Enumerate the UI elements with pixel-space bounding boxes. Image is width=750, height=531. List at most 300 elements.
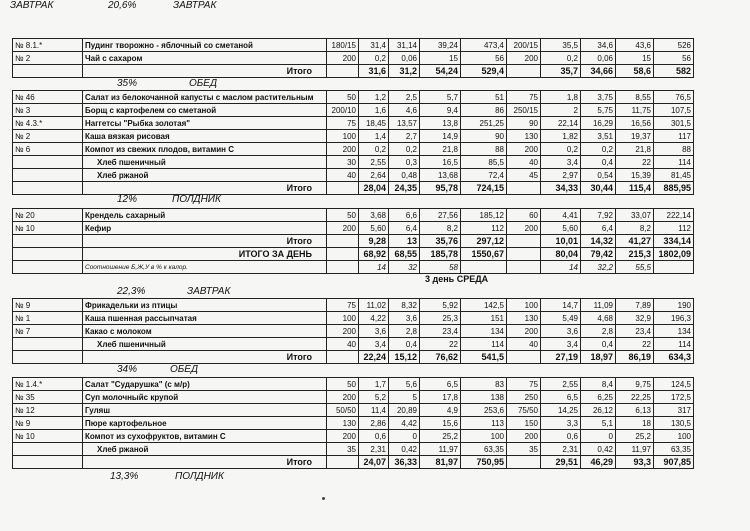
cell-code: № 9: [13, 417, 83, 430]
cell-value: 13,57: [389, 117, 420, 130]
cell-value: 19,37: [616, 130, 654, 143]
cell-value: 5,60: [541, 222, 581, 235]
cell-value: 17,8: [420, 391, 461, 404]
cell-value: 3,75: [581, 91, 616, 104]
cell-value: 13,68: [420, 169, 461, 182]
cell-value: 28,04: [359, 182, 389, 195]
cell-value: 25,3: [420, 312, 461, 325]
cell-value: 130: [507, 130, 541, 143]
cell-value: 72,4: [461, 169, 507, 182]
table-row: [13, 378, 694, 391]
cell-value: 117: [654, 130, 694, 143]
cell-value: 11,97: [420, 443, 461, 456]
cell-code: № 20: [13, 209, 83, 222]
cell-value: 100: [507, 299, 541, 312]
cell-value: 81,97: [420, 456, 461, 469]
cell-value: 1802,09: [654, 248, 694, 261]
cell-value: 185,78: [420, 248, 461, 261]
cell-value: [507, 261, 541, 274]
cell-value: 0,6: [359, 430, 389, 443]
cell-value: 40: [507, 156, 541, 169]
cell-value: 885,95: [654, 182, 694, 195]
cell-dish: Наггетсы "Рыбка золотая": [83, 117, 327, 130]
cell-value: 34,6: [581, 39, 616, 52]
cell-value: 634,3: [654, 351, 694, 364]
cell-value: 114: [654, 338, 694, 351]
cell-value: 0: [389, 430, 420, 443]
cell-value: 0,2: [541, 52, 581, 65]
cell-value: 18,45: [359, 117, 389, 130]
cell-value: [461, 261, 507, 274]
cell-value: 4,42: [389, 417, 420, 430]
cell-code: № 12: [13, 404, 83, 417]
cell-value: 63,35: [654, 443, 694, 456]
cell-value: 50: [327, 209, 359, 222]
cell-value: 215,3: [616, 248, 654, 261]
cell-value: 0,2: [359, 52, 389, 65]
cell-value: 76,5: [654, 91, 694, 104]
cell-value: 3,6: [541, 325, 581, 338]
cell-value: 6,6: [389, 209, 420, 222]
cell-value: 33,07: [616, 209, 654, 222]
section-meal: ЗАВТРАК: [187, 286, 231, 297]
cell-value: 6,4: [389, 222, 420, 235]
section-percent: 22,3%: [117, 286, 146, 297]
table-row: [13, 104, 694, 117]
cell-value: 2,55: [359, 156, 389, 169]
table-row: [13, 338, 694, 351]
cell-dish: Чай с сахаром: [83, 52, 327, 65]
cell-value: 185,12: [461, 209, 507, 222]
cell-value: 3,6: [359, 325, 389, 338]
cell-value: 75: [507, 378, 541, 391]
cell-value: 50: [327, 91, 359, 104]
cell-value: 0,4: [389, 338, 420, 351]
cell-dish: Крендель сахарный: [83, 209, 327, 222]
cell-value: 40: [327, 338, 359, 351]
cell-value: 31,4: [359, 39, 389, 52]
cell-value: 3,4: [541, 338, 581, 351]
cell-value: 5,60: [359, 222, 389, 235]
stray-dot: [322, 497, 325, 500]
cell-value: 297,12: [461, 235, 507, 248]
cell-value: 222,14: [654, 209, 694, 222]
cell-value: 200: [507, 222, 541, 235]
cell-value: 75: [507, 91, 541, 104]
cell-value: [327, 235, 359, 248]
cell-value: 0,2: [359, 143, 389, 156]
cell-value: 2,31: [541, 443, 581, 456]
table-row: [13, 91, 694, 104]
cell-value: 582: [654, 65, 694, 78]
cell-dish: Кефир: [83, 222, 327, 235]
cell-dish: Компот из сухофруктов, витамин С: [83, 430, 327, 443]
cell-value: 1,6: [359, 104, 389, 117]
cell-value: 0,48: [389, 169, 420, 182]
cell-value: 85,5: [461, 156, 507, 169]
cell-value: 2,86: [359, 417, 389, 430]
cell-dish: Салат из белокочанной капусты с маслом растительным: [83, 91, 327, 104]
cell-value: 15: [616, 52, 654, 65]
cell-value: 8,2: [616, 222, 654, 235]
cell-value: 24,07: [359, 456, 389, 469]
cell-code: № 3: [13, 104, 83, 117]
cell-value: 32,2: [581, 261, 616, 274]
cell-value: 86,19: [616, 351, 654, 364]
cell-value: 35,76: [420, 235, 461, 248]
cell-code: № 7: [13, 325, 83, 338]
total-row: [13, 182, 694, 195]
cell-value: 3,6: [389, 312, 420, 325]
cell-value: 15: [420, 52, 461, 65]
cell-value: 11,75: [616, 104, 654, 117]
cell-value: 75: [327, 299, 359, 312]
cell-value: 30: [327, 156, 359, 169]
cell-value: 134: [654, 325, 694, 338]
cell-value: 250: [507, 391, 541, 404]
cell-value: 301,5: [654, 117, 694, 130]
cell-value: 81,45: [654, 169, 694, 182]
cell-dish: Итого: [83, 351, 327, 364]
cell-value: 0,06: [389, 52, 420, 65]
cell-value: 22,25: [616, 391, 654, 404]
cell-value: 11,4: [359, 404, 389, 417]
cell-value: 3,4: [359, 338, 389, 351]
table-row: [13, 52, 694, 65]
cell-value: 1,8: [541, 91, 581, 104]
cell-value: 75: [327, 117, 359, 130]
cell-value: 14,9: [420, 130, 461, 143]
cell-value: 2,31: [359, 443, 389, 456]
cell-value: 22,14: [541, 117, 581, 130]
cell-value: 40: [507, 338, 541, 351]
cell-value: 13,8: [420, 117, 461, 130]
cell-value: [327, 65, 359, 78]
cell-value: 200/10: [327, 104, 359, 117]
cell-code: [13, 456, 83, 469]
cell-dish: Итого: [83, 182, 327, 195]
cell-value: 2,7: [389, 130, 420, 143]
cell-dish: Хлеб пшеничный: [83, 156, 327, 169]
cell-value: 112: [654, 222, 694, 235]
cell-value: 23,4: [616, 325, 654, 338]
cell-value: 142,5: [461, 299, 507, 312]
cell-value: 34,66: [581, 65, 616, 78]
cell-value: [327, 351, 359, 364]
cell-value: 3,51: [581, 130, 616, 143]
cell-value: 5,1: [581, 417, 616, 430]
cell-code: [13, 235, 83, 248]
cell-value: 36,33: [389, 456, 420, 469]
cell-value: 16,56: [616, 117, 654, 130]
cell-value: 4,68: [581, 312, 616, 325]
cell-value: 529,4: [461, 65, 507, 78]
cell-value: 200: [327, 430, 359, 443]
cell-value: 5,49: [541, 312, 581, 325]
cell-value: 27,56: [420, 209, 461, 222]
cell-value: 100: [327, 130, 359, 143]
cell-value: 21,8: [616, 143, 654, 156]
cell-value: 10,01: [541, 235, 581, 248]
cell-value: 5,92: [420, 299, 461, 312]
cell-value: 114: [461, 338, 507, 351]
section-percent: 12%: [117, 194, 138, 205]
cell-dish: Каша вязкая рисовая: [83, 130, 327, 143]
cell-value: 31,6: [359, 65, 389, 78]
cell-dish: Итого: [83, 235, 327, 248]
cell-value: 9,4: [420, 104, 461, 117]
cell-value: 56: [654, 52, 694, 65]
cell-dish: Хлеб ржаной: [83, 169, 327, 182]
section-meal: ОБЕД: [189, 78, 217, 89]
cell-dish: Соотношение Б,Ж,У в % к калор.: [83, 261, 327, 274]
cell-code: № 1.4.*: [13, 378, 83, 391]
cell-value: 5,6: [389, 378, 420, 391]
table-row: [13, 209, 694, 222]
cell-value: 32: [389, 261, 420, 274]
cell-dish: Хлеб пшеничный: [83, 338, 327, 351]
cell-value: 80,04: [541, 248, 581, 261]
cell-value: 55,5: [616, 261, 654, 274]
table-lunch: [12, 90, 694, 195]
cell-value: 200: [327, 222, 359, 235]
cell-value: 15,12: [389, 351, 420, 364]
cell-value: 93,3: [616, 456, 654, 469]
cell-code: № 9: [13, 299, 83, 312]
cell-value: 253,6: [461, 404, 507, 417]
cell-value: 40: [327, 169, 359, 182]
cell-value: 15,39: [616, 169, 654, 182]
cell-value: 200/15: [507, 39, 541, 52]
cell-value: 9,28: [359, 235, 389, 248]
cell-value: [507, 351, 541, 364]
cell-value: 25,2: [420, 430, 461, 443]
cell-value: 3,68: [359, 209, 389, 222]
cell-value: 8,32: [389, 299, 420, 312]
table-lunch-day3: [12, 377, 694, 469]
cell-code: [13, 338, 83, 351]
cell-value: 8,55: [616, 91, 654, 104]
cell-value: 32,9: [616, 312, 654, 325]
cell-value: 0,42: [581, 443, 616, 456]
section-meal: ЗАВТРАК: [173, 0, 217, 11]
table-row: [13, 443, 694, 456]
cell-value: 31,2: [389, 65, 420, 78]
cell-value: 100: [654, 430, 694, 443]
cell-value: 6,5: [420, 378, 461, 391]
cell-value: 2,64: [359, 169, 389, 182]
cell-value: 200: [327, 143, 359, 156]
cell-value: 5,7: [420, 91, 461, 104]
cell-value: 18,97: [581, 351, 616, 364]
cell-value: 60: [507, 209, 541, 222]
cell-value: 724,15: [461, 182, 507, 195]
cell-value: 4,9: [420, 404, 461, 417]
cell-value: 196,3: [654, 312, 694, 325]
cell-value: 2,8: [389, 325, 420, 338]
cell-value: 14,7: [541, 299, 581, 312]
cell-value: [327, 182, 359, 195]
cell-value: [327, 248, 359, 261]
cell-value: [507, 65, 541, 78]
cell-dish: Каша пшенная рассыпчатая: [83, 312, 327, 325]
cell-value: 2,97: [541, 169, 581, 182]
table-row: [13, 39, 694, 52]
cell-dish: Пудинг творожно - яблочный со сметаной: [83, 39, 327, 52]
cell-value: 43,6: [616, 39, 654, 52]
cell-value: 0,2: [581, 143, 616, 156]
cell-value: 22,24: [359, 351, 389, 364]
cell-value: 79,42: [581, 248, 616, 261]
cell-value: 1,82: [541, 130, 581, 143]
cell-value: 22: [420, 338, 461, 351]
total-row: [13, 456, 694, 469]
cell-value: 86: [461, 104, 507, 117]
cell-value: 200: [507, 52, 541, 65]
cell-value: 16,5: [420, 156, 461, 169]
cell-value: 8,2: [420, 222, 461, 235]
table-row: [13, 130, 694, 143]
section-percent: 34%: [117, 364, 138, 375]
cell-value: 3,4: [541, 156, 581, 169]
cell-value: 46,29: [581, 456, 616, 469]
cell-value: 11,02: [359, 299, 389, 312]
cell-value: 14,25: [541, 404, 581, 417]
cell-dish: Салат "Сударушка" (с м/р): [83, 378, 327, 391]
cell-value: 34,33: [541, 182, 581, 195]
cell-value: 76,62: [420, 351, 461, 364]
section-percent: ЗАВТРАК: [10, 0, 54, 11]
table-row: [13, 117, 694, 130]
cell-value: 0,06: [581, 52, 616, 65]
cell-value: 4,22: [359, 312, 389, 325]
cell-value: 11,97: [616, 443, 654, 456]
cell-value: 130: [327, 417, 359, 430]
cell-value: 35,5: [541, 39, 581, 52]
cell-value: 112: [461, 222, 507, 235]
cell-value: 134: [461, 325, 507, 338]
total-row: [13, 351, 694, 364]
cell-value: 41,27: [616, 235, 654, 248]
cell-code: № 46: [13, 91, 83, 104]
cell-value: 95,78: [420, 182, 461, 195]
cell-value: 907,85: [654, 456, 694, 469]
cell-value: 58,6: [616, 65, 654, 78]
cell-dish: Борщ с картофелем со сметаной: [83, 104, 327, 117]
cell-code: № 2: [13, 52, 83, 65]
section-percent: 13,3%: [110, 471, 139, 482]
cell-value: [507, 235, 541, 248]
cell-value: 0,42: [389, 443, 420, 456]
cell-code: № 2: [13, 130, 83, 143]
cell-code: [13, 65, 83, 78]
cell-value: 317: [654, 404, 694, 417]
cell-value: 22: [616, 156, 654, 169]
section-meal: ПОЛДНИК: [172, 194, 221, 205]
cell-value: 1550,67: [461, 248, 507, 261]
cell-value: 6,25: [581, 391, 616, 404]
cell-value: 180/15: [327, 39, 359, 52]
table-row: [13, 312, 694, 325]
cell-value: 58: [420, 261, 461, 274]
cell-value: [327, 456, 359, 469]
cell-value: 0,2: [389, 143, 420, 156]
cell-dish: Итого: [83, 65, 327, 78]
cell-value: 16,29: [581, 117, 616, 130]
cell-code: [13, 261, 83, 274]
cell-value: 541,5: [461, 351, 507, 364]
cell-value: 20,89: [389, 404, 420, 417]
cell-value: 11,09: [581, 299, 616, 312]
cell-value: 68,55: [389, 248, 420, 261]
cell-value: 6,13: [616, 404, 654, 417]
cell-code: № 1: [13, 312, 83, 325]
cell-value: 2,8: [581, 325, 616, 338]
cell-code: № 4.3.*: [13, 117, 83, 130]
cell-value: 83: [461, 378, 507, 391]
cell-value: 100: [327, 312, 359, 325]
cell-value: 13: [389, 235, 420, 248]
table-row: [13, 404, 694, 417]
cell-dish: Фрикадельки из птицы: [83, 299, 327, 312]
cell-value: 8,4: [581, 378, 616, 391]
cell-value: 50: [327, 378, 359, 391]
cell-value: 22: [616, 338, 654, 351]
cell-value: 88: [654, 143, 694, 156]
cell-value: 750,95: [461, 456, 507, 469]
table-row: [13, 430, 694, 443]
cell-code: № 10: [13, 222, 83, 235]
cell-value: 23,4: [420, 325, 461, 338]
cell-value: 14: [541, 261, 581, 274]
cell-value: 6,4: [581, 222, 616, 235]
cell-value: 0,4: [581, 156, 616, 169]
cell-value: 18: [616, 417, 654, 430]
cell-code: № 35: [13, 391, 83, 404]
cell-value: 45: [507, 169, 541, 182]
cell-value: [327, 261, 359, 274]
cell-dish: Итого: [83, 456, 327, 469]
cell-value: 200: [507, 430, 541, 443]
cell-value: 31,14: [389, 39, 420, 52]
cell-value: 251,25: [461, 117, 507, 130]
cell-value: 130: [507, 312, 541, 325]
cell-value: 54,24: [420, 65, 461, 78]
cell-value: 138: [461, 391, 507, 404]
cell-code: [13, 443, 83, 456]
cell-value: [507, 182, 541, 195]
cell-value: 100: [461, 430, 507, 443]
cell-value: [507, 456, 541, 469]
cell-value: [654, 261, 694, 274]
table-row: [13, 325, 694, 338]
cell-value: 5,2: [359, 391, 389, 404]
cell-value: 5: [389, 391, 420, 404]
cell-code: № 6: [13, 143, 83, 156]
section-meal: ПОЛДНИК: [175, 471, 224, 482]
cell-value: 1,7: [359, 378, 389, 391]
cell-code: [13, 156, 83, 169]
cell-dish: Компот из свежих плодов, витамин С: [83, 143, 327, 156]
cell-value: 0,3: [389, 156, 420, 169]
table-row: [13, 222, 694, 235]
cell-value: 7,92: [581, 209, 616, 222]
section-percent: 35%: [117, 78, 138, 89]
cell-value: [507, 248, 541, 261]
cell-dish: Хлеб ржаной: [83, 443, 327, 456]
cell-value: 51: [461, 91, 507, 104]
cell-value: 4,6: [389, 104, 420, 117]
